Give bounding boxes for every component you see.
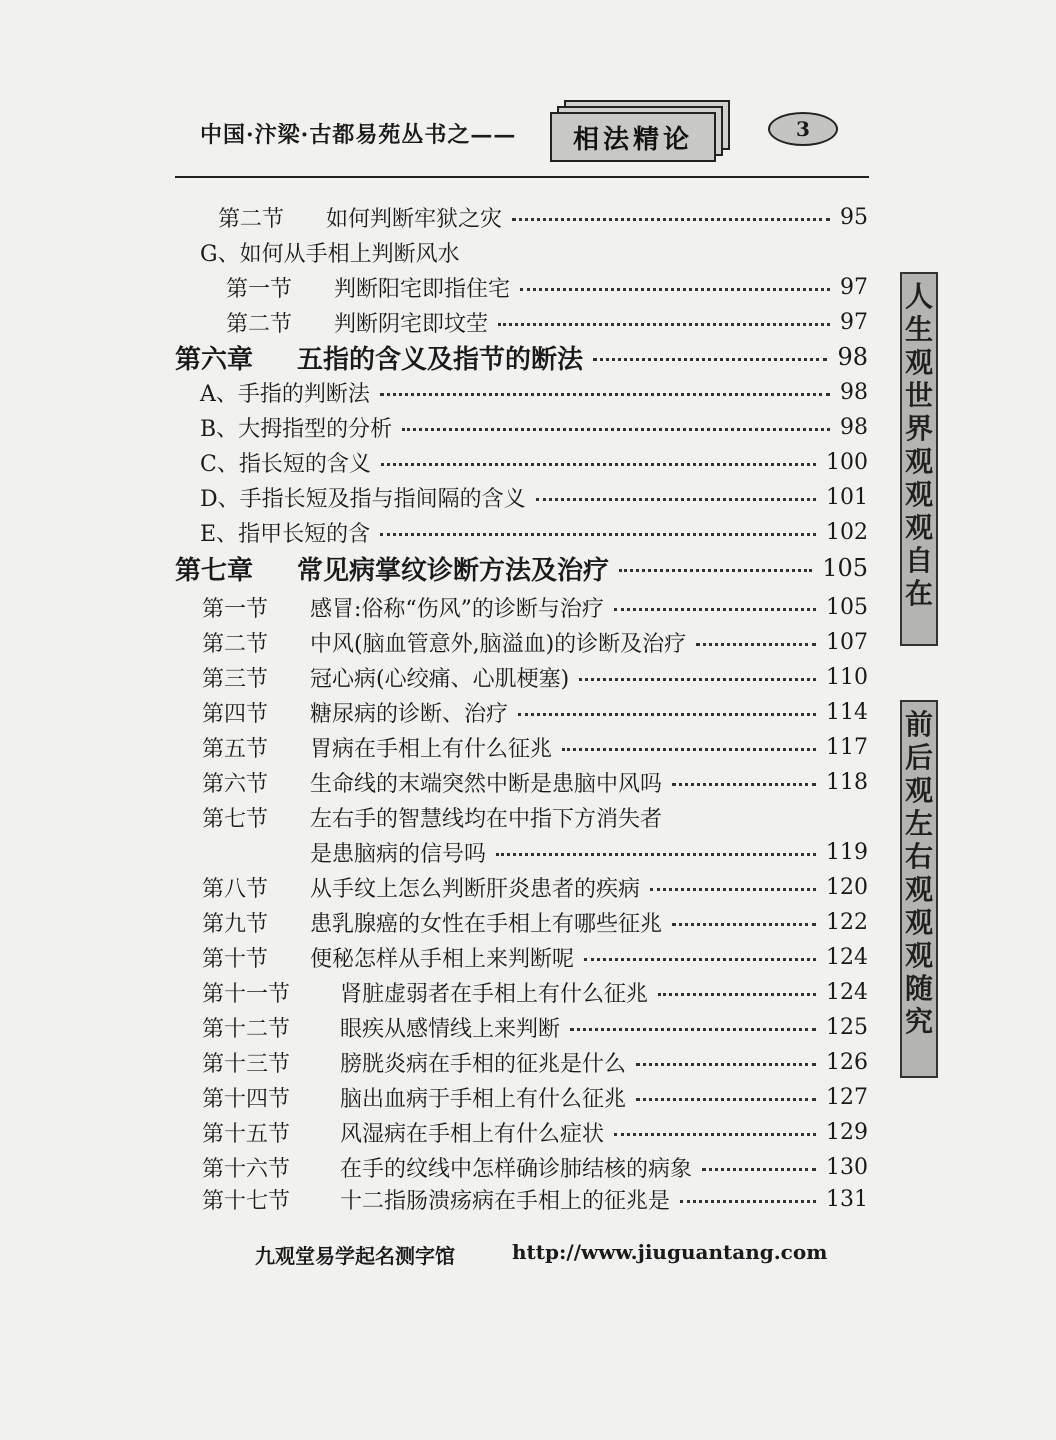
leader-dots	[518, 713, 816, 716]
leader-dots	[579, 678, 816, 681]
leader-dots	[672, 783, 816, 786]
toc-label: A、	[200, 381, 238, 407]
toc-label: 第七章	[175, 555, 254, 586]
toc-page: 124	[826, 979, 868, 1005]
toc-entry	[202, 1080, 868, 1114]
toc-title: 判断阳宅即指住宅	[334, 276, 511, 302]
toc-page: 119	[826, 839, 868, 865]
toc-title: 如何从手相上判断风水	[239, 241, 460, 267]
toc-label: 第二节	[218, 206, 285, 232]
toc-entry	[202, 660, 868, 694]
leader-dots	[536, 498, 816, 501]
toc-entry	[200, 375, 868, 409]
toc-page: 97	[840, 274, 868, 300]
leader-dots	[498, 323, 830, 326]
leader-dots	[614, 1133, 816, 1136]
leader-dots	[636, 1098, 816, 1101]
toc-page: 117	[826, 734, 868, 760]
toc-label: 第六节	[202, 771, 269, 797]
toc-page: 129	[826, 1119, 868, 1145]
toc-title: 糖尿病的诊断、治疗	[310, 701, 509, 727]
toc-entry	[202, 975, 868, 1009]
toc-title: 大拇指型的分析	[238, 416, 393, 442]
leader-dots	[584, 958, 816, 961]
toc-entry	[202, 1150, 868, 1184]
toc-page: 105	[822, 554, 868, 582]
side-motto-char: 观	[904, 346, 933, 379]
leader-dots	[380, 533, 816, 536]
side-motto-char: 左	[904, 807, 933, 840]
toc-title: 如何判断牢狱之灾	[326, 206, 503, 232]
leader-dots	[496, 853, 816, 856]
toc-title: 风湿病在手相上有什么症状	[340, 1121, 605, 1147]
toc-title: 指长短的含义	[238, 451, 371, 477]
toc-label: 第十三节	[202, 1051, 291, 1077]
leader-dots	[380, 393, 830, 396]
toc-title: 眼疾从感情线上来判断	[340, 1016, 561, 1042]
side-motto-char: 右	[904, 840, 933, 873]
toc-page: 131	[826, 1186, 868, 1212]
toc-label: 第十节	[202, 946, 269, 972]
toc-page: 118	[826, 769, 868, 795]
toc-label: C、	[200, 451, 239, 477]
toc-page: 127	[826, 1084, 868, 1110]
series-title: 中国·汴梁·古都易苑丛书之——	[200, 122, 517, 148]
toc-title: 胃病在手相上有什么征兆	[310, 736, 553, 762]
toc-entry	[202, 625, 868, 659]
side-motto-bottom-text	[905, 708, 933, 1038]
toc-title: 膀胱炎病在手相的征兆是什么	[340, 1051, 627, 1077]
side-motto-top-text	[905, 280, 933, 610]
toc-page: 101	[826, 484, 868, 510]
toc-title: 从手纹上怎么判断肝炎患者的疾病	[310, 876, 641, 902]
toc-title: 指甲长短的含	[238, 521, 371, 547]
toc-entry	[200, 235, 868, 269]
toc-page: 105	[826, 594, 868, 620]
toc-label: 第四节	[202, 701, 269, 727]
toc-entry	[202, 870, 868, 904]
leader-dots	[570, 1028, 816, 1031]
toc-page: 110	[826, 664, 868, 690]
toc-entry	[218, 200, 868, 234]
toc-label: 第二节	[226, 311, 293, 337]
leader-dots	[562, 748, 816, 751]
toc-label: 第十六节	[202, 1156, 291, 1182]
toc-title: 判断阴宅即坟茔	[334, 311, 489, 337]
leader-dots	[636, 1063, 816, 1066]
toc-page: 100	[826, 449, 868, 475]
leader-dots	[702, 1168, 816, 1171]
leader-dots	[520, 288, 830, 291]
toc-page: 98	[840, 414, 868, 440]
toc-title: 左右手的智慧线均在中指下方消失者	[310, 806, 663, 832]
side-motto-char: 前	[904, 708, 933, 741]
toc-title: 冠心病(心绞痛、心肌梗塞)	[310, 666, 570, 692]
side-motto-top	[900, 272, 938, 646]
toc-title: 生命线的末端突然中断是患脑中风吗	[310, 771, 663, 797]
side-motto-char: 观	[904, 445, 933, 478]
side-motto-char: 观	[904, 906, 933, 939]
toc-label: D、	[200, 486, 240, 512]
toc-label: B、	[200, 416, 239, 442]
side-motto-char: 观	[904, 939, 933, 972]
leader-dots	[402, 428, 830, 431]
side-motto-char: 观	[904, 873, 933, 906]
toc-chapter	[175, 549, 868, 587]
toc-label: 第八节	[202, 876, 269, 902]
toc-entry	[202, 695, 868, 729]
toc-entry	[200, 480, 868, 514]
toc-label: 第九节	[202, 911, 269, 937]
toc-page: 98	[840, 379, 868, 405]
side-motto-char: 后	[904, 741, 933, 774]
leader-dots	[512, 218, 830, 221]
leader-dots	[658, 993, 816, 996]
toc-entry	[202, 1115, 868, 1149]
side-motto-char: 在	[904, 577, 933, 610]
leader-dots	[381, 463, 816, 466]
toc-label: 第七节	[202, 806, 269, 832]
toc-label: G、	[200, 241, 240, 267]
toc-page: 107	[826, 629, 868, 655]
toc-entry	[226, 305, 868, 339]
toc-entry	[202, 730, 868, 764]
toc-label: 第二节	[202, 631, 269, 657]
side-motto-char: 观	[904, 774, 933, 807]
toc-entry	[200, 410, 868, 444]
toc-page: 124	[826, 944, 868, 970]
toc-title: 感冒:俗称“伤风”的诊断与治疗	[310, 596, 604, 622]
side-motto-char: 观	[904, 478, 933, 511]
toc-title: 五指的含义及指节的断法	[297, 344, 584, 375]
toc-title: 手指的判断法	[237, 381, 370, 407]
leader-dots	[672, 923, 816, 926]
toc-entry	[200, 515, 868, 549]
page-number: 3	[768, 112, 838, 146]
leader-dots	[650, 888, 816, 891]
toc-label: 第十五节	[202, 1121, 291, 1147]
leader-dots	[680, 1200, 816, 1203]
toc-label: 第三节	[202, 666, 269, 692]
toc-chapter	[175, 338, 868, 376]
book-title: 相法精论	[550, 112, 716, 162]
header-rule	[175, 176, 869, 178]
toc-title: 在手的纹线中怎样确诊肺结核的病象	[340, 1156, 693, 1182]
toc-entry	[202, 765, 868, 799]
toc-label: 第十七节	[202, 1188, 291, 1214]
leader-dots	[614, 608, 816, 611]
side-motto-char: 观	[904, 511, 933, 544]
footer-url: http://www.jiuguantang.com	[512, 1240, 828, 1264]
toc-entry	[202, 800, 868, 834]
toc-label: 第一节	[202, 596, 269, 622]
toc-page: 122	[826, 909, 868, 935]
toc-page: 120	[826, 874, 868, 900]
leader-dots	[696, 643, 816, 646]
leader-dots	[593, 358, 827, 361]
leader-dots	[619, 569, 812, 572]
toc-title: 中风(脑血管意外,脑溢血)的诊断及治疗	[310, 631, 687, 657]
toc-entry	[202, 905, 868, 939]
side-motto-char: 自	[904, 544, 933, 577]
toc-page: 98	[837, 343, 868, 371]
toc-label: 第五节	[202, 736, 269, 762]
side-motto-bottom	[900, 700, 938, 1078]
side-motto-char: 随	[904, 972, 933, 1005]
toc-page: 102	[826, 519, 868, 545]
toc-title: 十二指肠溃疡病在手相上的征兆是	[340, 1188, 671, 1214]
toc-title: 患乳腺癌的女性在手相上有哪些征兆	[310, 911, 663, 937]
toc-label: 第十二节	[202, 1016, 291, 1042]
toc-entry	[202, 940, 868, 974]
book-title-plaque	[550, 100, 730, 160]
side-motto-char: 界	[904, 412, 933, 445]
toc-label: E、	[200, 521, 239, 547]
side-motto-char: 人	[904, 280, 933, 313]
toc-page: 97	[840, 309, 868, 335]
toc-page: 125	[826, 1014, 868, 1040]
toc-page: 130	[826, 1154, 868, 1180]
toc-entry	[200, 445, 868, 479]
toc-title: 肾脏虚弱者在手相上有什么征兆	[340, 981, 649, 1007]
toc-label: 第十一节	[202, 981, 291, 1007]
side-motto-char: 生	[904, 313, 933, 346]
footer-publisher: 九观堂易学起名测字馆	[255, 1244, 455, 1268]
toc-title: 便秘怎样从手相上来判断呢	[310, 946, 575, 972]
toc-page: 114	[826, 699, 868, 725]
toc-title: 常见病掌纹诊断方法及治疗	[297, 555, 610, 586]
toc-entry	[202, 1010, 868, 1044]
toc-label: 第十四节	[202, 1086, 291, 1112]
side-motto-char: 世	[904, 379, 933, 412]
toc-entry	[226, 270, 868, 304]
toc-label: 第六章	[175, 344, 254, 375]
toc-title: 是患脑病的信号吗	[310, 841, 487, 867]
toc-entry	[202, 1045, 868, 1079]
toc-title: 手指长短及指与指间隔的含义	[239, 486, 526, 512]
toc-title: 脑出血病于手相上有什么征兆	[340, 1086, 627, 1112]
toc-label: 第一节	[226, 276, 293, 302]
side-motto-char: 究	[904, 1005, 933, 1038]
toc-entry	[310, 835, 868, 869]
toc-entry	[202, 1182, 868, 1216]
toc-page: 126	[826, 1049, 868, 1075]
toc-entry	[202, 590, 868, 624]
toc-page: 95	[840, 204, 868, 230]
